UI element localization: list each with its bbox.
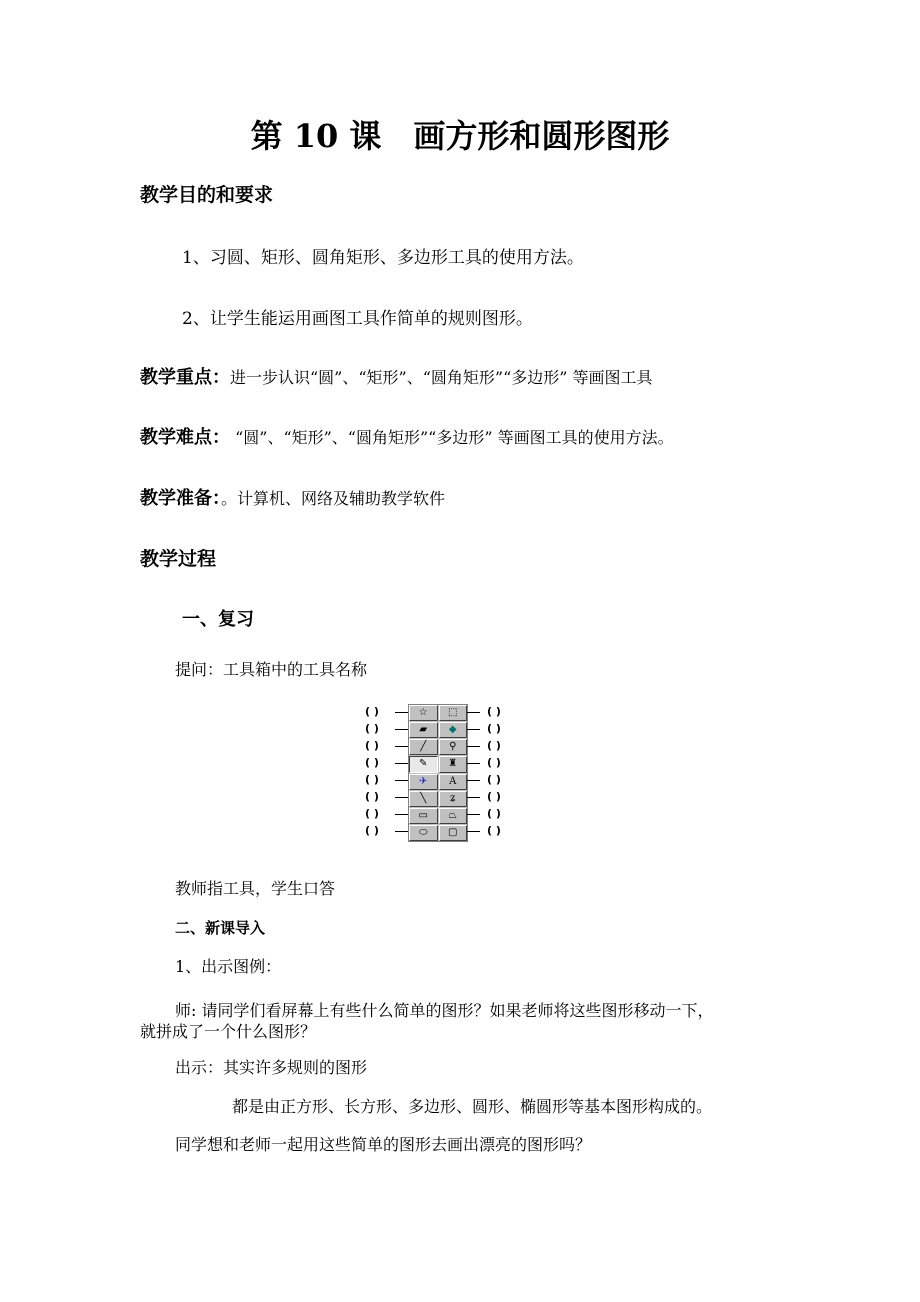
rounded-rectangle-icon: ▢ (448, 826, 458, 838)
answer-blank: ( ) (487, 824, 501, 837)
connector-line (395, 712, 408, 713)
color-picker-icon: ╱ (420, 741, 427, 753)
answer-blank: ( ) (487, 739, 501, 752)
connector-line (467, 746, 480, 747)
answer-blank: ( ) (365, 824, 379, 837)
teacher-points-text: 教师指工具，学生口答 (175, 879, 336, 898)
ellipse-icon-button[interactable] (409, 825, 438, 841)
page-title: 第 10 课 画方形和圆形图形 (250, 117, 670, 155)
fill-bucket-icon-button[interactable] (439, 722, 468, 738)
paint-toolbox-figure (365, 704, 520, 840)
connector-line (467, 780, 480, 781)
connector-line (395, 746, 408, 747)
answer-blank: ( ) (365, 756, 379, 769)
connector-line (467, 729, 480, 730)
difficulty-label: 教学难点： (140, 427, 230, 448)
answer-blank: ( ) (365, 790, 379, 803)
prep-label: 教学准备： (140, 488, 221, 509)
line-icon: ╲ (420, 792, 427, 804)
review-heading: 一、复习 (182, 609, 254, 630)
magnifier-icon: ⚲ (449, 741, 457, 753)
goal-item: 1、习圆、矩形、圆角矩形、多边形工具的使用方法。 (182, 248, 584, 268)
answer-blank: ( ) (365, 705, 379, 718)
curve-icon-button[interactable] (439, 791, 468, 807)
prep-text: 。计算机、网络及辅助教学软件 (221, 489, 446, 508)
pencil-icon: ✎ (419, 758, 428, 770)
connector-line (467, 712, 480, 713)
key-text: 进一步认识“圆”、“矩形”、“圆角矩形”“多边形” 等画图工具 (230, 368, 653, 387)
text-icon: A (449, 775, 457, 787)
polygon-icon-button[interactable] (439, 808, 468, 824)
compose-text: 都是由正方形、长方形、多边形、圆形、椭圆形等基本图形构成的。 (232, 1097, 713, 1116)
difficulty-text: “圆”、“矩形”、“圆角矩形”“多边形” 等画图工具的使用方法。 (230, 428, 674, 447)
connector-line (395, 729, 408, 730)
airbrush-icon: ✈ (419, 775, 428, 787)
color-picker-icon-button[interactable] (409, 739, 438, 755)
question-text: 提问：工具箱中的工具名称 (175, 660, 368, 679)
key-points (140, 368, 653, 388)
rounded-rectangle-icon-button[interactable] (439, 825, 468, 841)
curve-icon: ʑ (449, 792, 456, 804)
answer-blank: ( ) (487, 773, 501, 786)
connector-line (395, 831, 408, 832)
connector-line (395, 814, 408, 815)
eraser-icon-button[interactable] (409, 722, 438, 738)
connector-line (395, 763, 408, 764)
answer-blank: ( ) (487, 807, 501, 820)
answer-blank: ( ) (487, 722, 501, 735)
tool-grid (408, 704, 468, 842)
invite-text: 同学想和老师一起用这些简单的图形去画出漂亮的图形吗？ (175, 1135, 592, 1154)
select-icon: ⬚ (448, 707, 458, 719)
key-label: 教学重点： (140, 367, 230, 388)
text-icon-button[interactable] (439, 774, 468, 790)
brush-icon: ♜ (448, 758, 458, 770)
polygon-icon: ⏢ (448, 809, 457, 821)
goal-heading: 教学目的和要求 (140, 184, 274, 206)
new-lesson-heading: 二、新课导入 (175, 919, 266, 937)
ellipse-icon: ⬭ (418, 826, 428, 838)
free-form-select-icon: ☆ (418, 707, 428, 719)
answer-blank: ( ) (365, 739, 379, 752)
pencil-icon-button[interactable] (409, 756, 438, 772)
answer-blank: ( ) (487, 756, 501, 769)
brush-icon-button[interactable] (439, 756, 468, 772)
show-text: 出示：其实许多规则的图形 (175, 1058, 368, 1077)
process-heading: 教学过程 (140, 548, 217, 570)
connector-line (467, 814, 480, 815)
answer-blank: ( ) (487, 790, 501, 803)
airbrush-icon-button[interactable] (409, 774, 438, 790)
magnifier-icon-button[interactable] (439, 739, 468, 755)
difficulty (140, 428, 674, 448)
connector-line (467, 831, 480, 832)
connector-line (395, 780, 408, 781)
free-form-select-icon-button[interactable] (409, 705, 438, 721)
goal-item: 2、让学生能运用画图工具作简单的规则图形。 (182, 309, 533, 329)
connector-line (467, 797, 480, 798)
preparation (140, 489, 445, 509)
connector-line (467, 763, 480, 764)
teacher-question-line2: 就拼成了一个什么图形？ (140, 1022, 317, 1041)
teacher-question-line1: 师: 请同学们看屏幕上有些什么简单的图形？如果老师将这些图形移动一下， (175, 1001, 714, 1020)
answer-blank: ( ) (365, 773, 379, 786)
answer-blank: ( ) (487, 705, 501, 718)
rectangle-icon: ▭ (418, 809, 428, 821)
eraser-icon: ▰ (419, 724, 428, 736)
answer-blank: ( ) (365, 807, 379, 820)
select-icon-button[interactable] (439, 705, 468, 721)
fill-bucket-icon: ◆ (448, 724, 457, 736)
connector-line (395, 797, 408, 798)
line-icon-button[interactable] (409, 791, 438, 807)
show-example-text: 1、出示图例： (175, 957, 282, 976)
rectangle-icon-button[interactable] (409, 808, 438, 824)
answer-blank: ( ) (365, 722, 379, 735)
